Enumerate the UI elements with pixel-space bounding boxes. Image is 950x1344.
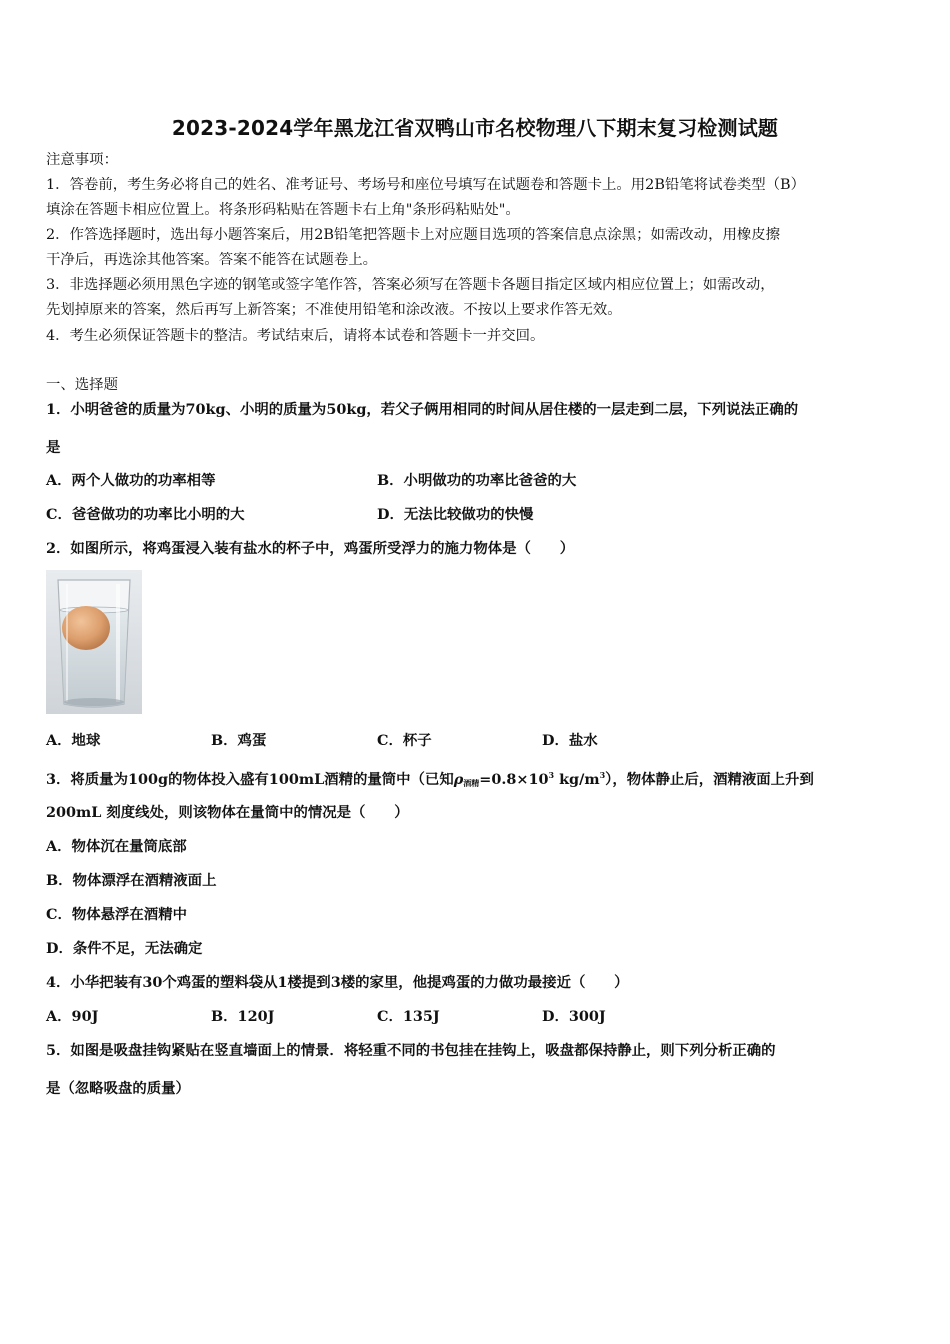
q2-option-a: A．地球 — [46, 732, 101, 749]
q4-stem: 4．小华把装有30个鸡蛋的塑料袋从1楼提到3楼的家里，他提鸡蛋的力做功最接近（ ） — [46, 974, 629, 991]
egg-in-glass-image — [46, 570, 142, 714]
notice-line: 填涂在答题卡相应位置上。将条形码粘贴在答题卡右上角"条形码粘贴处"。 — [46, 202, 520, 218]
q3-stem-part: 3．将质量为100g的物体投入盛有100mL酒精的量筒中（已知 — [46, 771, 454, 788]
q4-option-a: A．90J — [46, 1008, 99, 1025]
q1-stem: 1．小明爸爸的质量为70kg、小明的质量为50kg，若父子俩用相同的时间从居住楼的一层走到二层，下列说法正确的 — [46, 401, 799, 418]
q4-option-c: C．135J — [377, 1008, 440, 1025]
notice-line: 先划掉原来的答案，然后再写上新答案；不准使用铅笔和涂改液。不按以上要求作答无效。 — [46, 302, 622, 318]
q3-unit-exponent: 3 — [599, 770, 606, 780]
q3-stem — [46, 765, 906, 793]
rho-symbol: ρ — [453, 771, 464, 788]
section-heading: 一、选择题 — [46, 377, 118, 393]
q1-stem-cont: 是 — [46, 439, 61, 456]
q2-option-c: C．杯子 — [377, 732, 432, 749]
q5-stem-cont: 是（忽略吸盘的质量） — [46, 1080, 190, 1097]
notice-line: 干净后，再选涂其他答案。答案不能答在试题卷上。 — [46, 252, 377, 268]
q1-option-b: B．小明做功的功率比爸爸的大 — [377, 472, 577, 489]
exam-title: 2023-2024学年黑龙江省双鸭山市名校物理八下期末复习检测试题 — [171, 116, 779, 140]
q3-unit: kg/m — [554, 771, 600, 788]
q3-option-a: A．物体沉在量筒底部 — [46, 838, 187, 855]
notice-heading: 注意事项： — [46, 152, 118, 168]
q3-density-value: =0.8×10 — [479, 771, 549, 788]
q1-option-c: C．爸爸做功的功率比小明的大 — [46, 506, 245, 523]
notice-line: 2．作答选择题时，选出每小题答案后，用2B铅笔把答题卡上对应题目选项的答案信息点涂黑；如需改动，用橡皮擦 — [46, 227, 781, 243]
q3-stem-cont: 200mL 刻度线处，则该物体在量筒中的情况是（ ） — [46, 804, 409, 821]
q2-stem: 2．如图所示，将鸡蛋浸入装有盐水的杯子中，鸡蛋所受浮力的施力物体是（ ） — [46, 540, 575, 557]
q3-stem-part: ），物体静止后，酒精液面上升到 — [605, 771, 814, 788]
q2-option-b: B．鸡蛋 — [211, 732, 267, 749]
q1-option-d: D．无法比较做功的快慢 — [377, 506, 534, 523]
q3-exponent: 3 — [548, 770, 555, 780]
notice-line: 3．非选择题必须用黑色字迹的钢笔或签字笔作答，答案必须写在答题卡各题目指定区域内相应位置上；如需改动， — [46, 277, 775, 293]
q3-option-c: C．物体悬浮在酒精中 — [46, 906, 187, 923]
q4-option-d: D．300J — [542, 1008, 606, 1025]
q1-option-a: A．两个人做功的功率相等 — [46, 472, 216, 489]
notice-line: 1．答卷前，考生务必将自己的姓名、准考证号、考场号和座位号填写在试题卷和答题卡上。用2B铅笔将试卷类型（B） — [46, 177, 805, 193]
q4-option-b: B．120J — [211, 1008, 275, 1025]
q3-option-b: B．物体漂浮在酒精液面上 — [46, 872, 217, 889]
rho-subscript: 酒精 — [463, 778, 480, 788]
q2-option-d: D．盐水 — [542, 732, 598, 749]
notice-line: 4．考生必须保证答题卡的整洁。考试结束后，请将本试卷和答题卡一并交回。 — [46, 328, 545, 344]
q5-stem: 5．如图是吸盘挂钩紧贴在竖直墙面上的情景．将轻重不同的书包挂在挂钩上，吸盘都保持静止，则下列分析正确的 — [46, 1042, 776, 1059]
q3-option-d: D．条件不足，无法确定 — [46, 940, 203, 957]
